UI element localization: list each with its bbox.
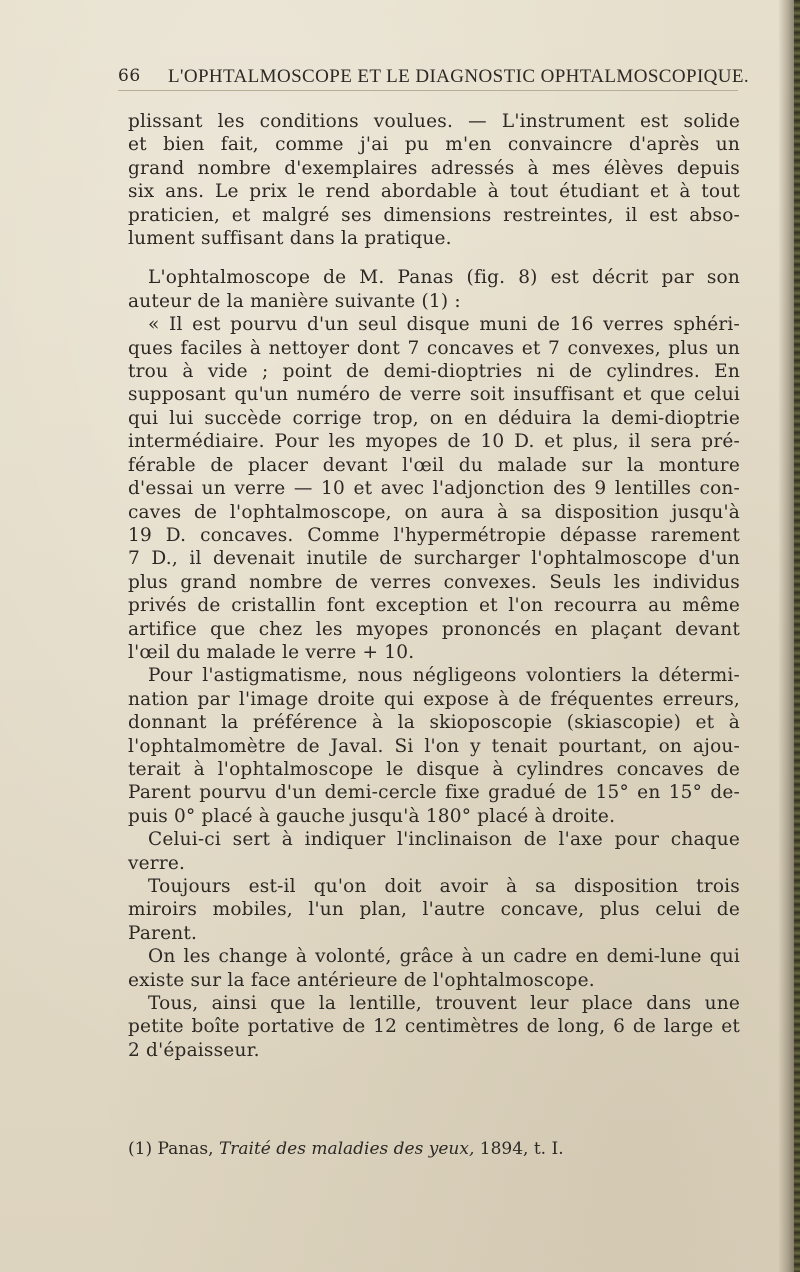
text-line: férable de placer devant l'œil du malade sur la monture — [128, 454, 740, 476]
text-line: caves de l'ophtalmoscope, on aura à sa disposition jusqu'à — [128, 501, 740, 523]
text-line: auteur de la manière suivante (1) : — [128, 290, 461, 312]
text-line: 2 d'épaisseur. — [128, 1039, 260, 1061]
text-line: qui lui succède corrige trop, on en déduira la demi-dioptrie — [128, 407, 740, 429]
text-line: ques faciles à nettoyer dont 7 concaves et 7 convexes, plus un — [128, 337, 740, 359]
text-line: l'ophtalmomètre de Javal. Si l'on y tenait pourtant, on ajou- — [128, 735, 740, 757]
text-line: supposant qu'un numéro de verre soit insuffisant et que celui — [128, 384, 740, 406]
paragraph-3-quote — [128, 313, 740, 664]
text-line: l'œil du malade le verre + 10. — [128, 641, 415, 663]
text-line: trou à vide ; point de demi-dioptries ni de cylindres. En — [128, 361, 740, 383]
paragraph-2 — [128, 266, 740, 313]
text-line: miroirs mobiles, l'un plan, l'autre concave, plus celui de — [128, 899, 740, 921]
paragraph-6 — [128, 875, 740, 945]
paragraph-4 — [128, 664, 740, 828]
text-line: « Il est pourvu d'un seul disque muni de 16 verres sphéri- — [148, 314, 740, 336]
footnote — [128, 1138, 740, 1160]
text-line: Parent pourvu d'un demi-cercle fixe gradué de 15° en 15° de- — [128, 782, 740, 804]
footnote-marker: (1) — [128, 1139, 153, 1159]
paragraph-5 — [128, 828, 740, 875]
text-line: Tous, ainsi que la lentille, trouvent leur place dans une — [148, 993, 740, 1015]
paragraph-1 — [128, 110, 740, 250]
text-line: 19 D. concaves. Comme l'hypermétropie dépasse rarement — [128, 524, 740, 546]
body-text — [128, 110, 740, 1062]
text-line: Parent. — [128, 922, 198, 944]
header-rule — [118, 90, 738, 91]
text-line: lument suffisant dans la pratique. — [128, 228, 452, 250]
text-line: privés de cristallin font exception et l'on recourra au même — [128, 595, 740, 617]
running-head — [118, 62, 750, 90]
text-line: L'ophtalmoscope de M. Panas (fig. 8) est décrit par son — [148, 267, 740, 289]
text-line: intermédiaire. Pour les myopes de 10 D. et plus, il sera pré- — [128, 431, 740, 453]
text-line: d'essai un verre — 10 et avec l'adjonction des 9 lentilles con- — [128, 478, 740, 500]
text-line: Toujours est-il qu'on doit avoir à sa disposition trois — [148, 876, 740, 897]
page-edge-binding — [794, 0, 800, 1272]
text-line: plus grand nombre de verres convexes. Seuls les individus — [128, 571, 740, 593]
footnote-details: 1894, t. I. — [479, 1139, 564, 1159]
text-line: nation par l'image droite qui expose à de fréquentes erreurs, — [128, 688, 740, 710]
footnote-author: Panas, — [157, 1139, 214, 1159]
text-line: donnant la préférence à la skioposcopie (skiascopie) et à — [128, 712, 740, 734]
text-line: terait à l'ophtalmoscope le disque à cylindres concaves de — [128, 758, 740, 780]
page-number: 66 — [118, 66, 141, 86]
text-line: petite boîte portative de 12 centimètres de long, 6 de large et — [128, 1016, 740, 1038]
text-line: et bien fait, comme j'ai pu m'en convaincre d'après un — [128, 134, 740, 156]
text-line: grand nombre d'exemplaires adressés à mes élèves depuis — [128, 157, 740, 179]
text-line: praticien, et malgré ses dimensions restreintes, il est abso- — [128, 204, 740, 226]
running-title: L'OPHTALMOSCOPE ET LE DIAGNOSTIC OPHTALMOSCOPIQUE. — [168, 66, 750, 87]
paragraph-8 — [128, 992, 740, 1062]
text-line: puis 0° placé à gauche jusqu'à 180° placé à droite. — [128, 805, 616, 827]
text-line: existe sur la face antérieure de l'ophtalmoscope. — [128, 969, 595, 991]
text-line: verre. — [128, 852, 186, 874]
text-line: 7 D., il devenait inutile de surcharger l'ophtalmoscope d'un — [128, 548, 740, 570]
text-line: Celui-ci sert à indiquer l'inclinaison de l'axe pour chaque — [148, 829, 740, 851]
paragraph-7 — [128, 945, 740, 992]
text-line: six ans. Le prix le rend abordable à tout étudiant et à tout — [128, 181, 740, 203]
footnote-work-title: Traité des maladies des yeux, — [218, 1139, 475, 1159]
text-line: plissant les conditions voulues. — L'instrument est solide — [128, 111, 740, 132]
text-line: On les change à volonté, grâce à un cadre en demi-lune qui — [148, 946, 740, 968]
text-line: Pour l'astigmatisme, nous négligeons volontiers la détermi- — [148, 665, 740, 687]
text-line: artifice que chez les myopes prononcés en plaçant devant — [128, 618, 740, 640]
